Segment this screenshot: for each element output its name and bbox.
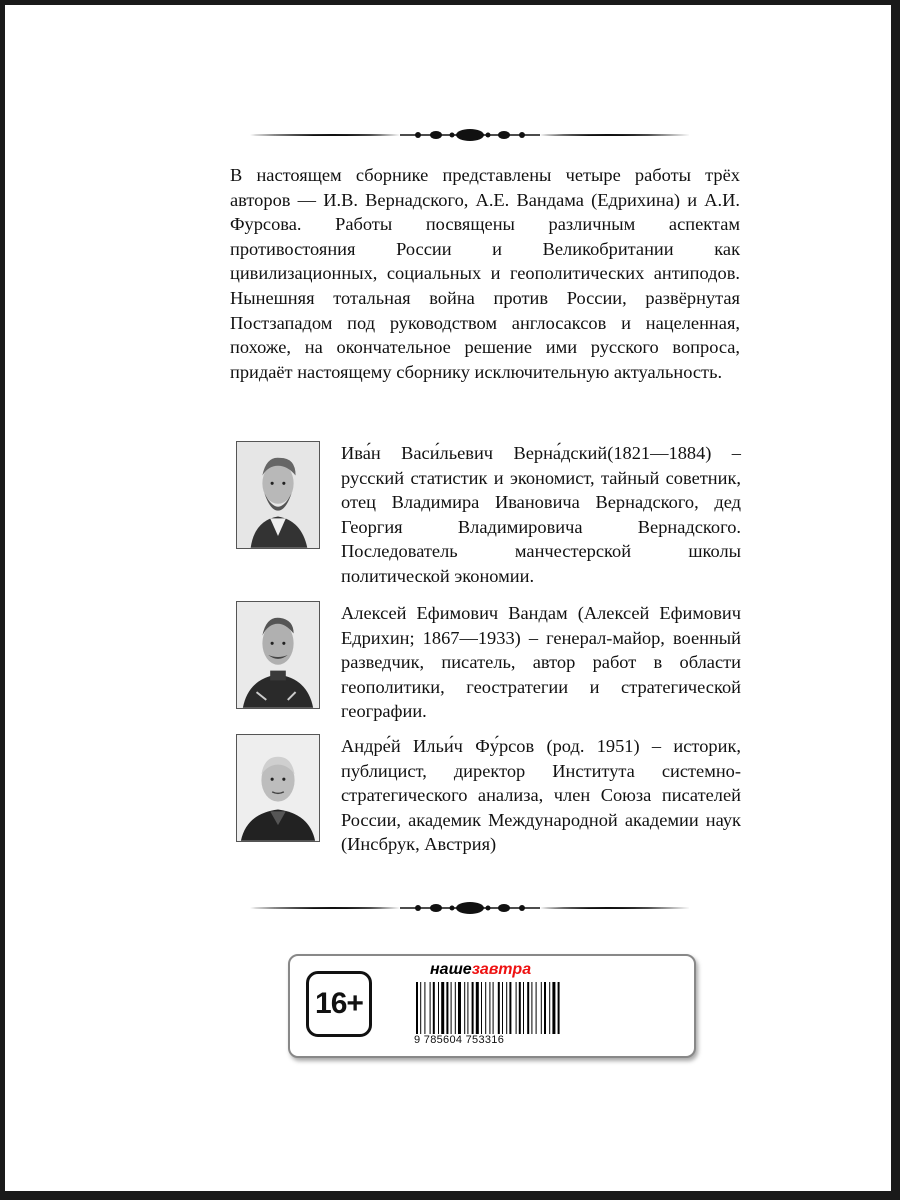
imprint-box — [288, 954, 696, 1058]
portrait-fursov — [236, 734, 320, 842]
author-vernadsky — [236, 441, 741, 589]
author-vandam — [236, 601, 741, 724]
ornament-top — [250, 125, 690, 145]
bio-text-vernadsky: Ива́н Васи́льевич Верна́дский(1821—1884) – русский статистик и экономист, тайный советник, отец Владимира Ивановича Вернадского, дед Георгия Владимировича Вернадского. Последователь манчестерской школы политической экономии. — [341, 443, 741, 586]
isbn-number: 9 785604 753316 — [414, 1034, 505, 1046]
barcode-icon — [414, 982, 562, 1034]
age-rating-badge: 16+ — [306, 971, 372, 1037]
ornament-bottom — [250, 898, 690, 918]
publisher-logo-part2: завтра — [471, 961, 532, 978]
portrait-vandam — [236, 601, 320, 709]
bio-text-vandam: Алексей Ефимович Вандам (Алексей Ефимович Едрихин; 1867—1933) – генерал-майор, военный разведчик, писатель, автор работ в области геополитики, геостратегии и стратегической географии. — [341, 603, 741, 722]
author-fursov — [236, 734, 741, 857]
portrait-vernadsky — [236, 441, 320, 549]
bio-text-fursov: Андре́й Ильи́ч Фу́рсов (род. 1951) – историк, публицист, директор Института системно-стратегического анализа, член Союза писателей России, академик Международной академии наук (Инсбрук, Австрия) — [341, 736, 741, 855]
publisher-logo — [430, 961, 531, 979]
intro-paragraph: В настоящем сборнике представлены четыре работы трёх авторов — И.В. Вернадского, А.Е. Вандама (Едрихина) и А.И. Фурсова. Работы посвящены различным аспектам противостояния России и Великобритании как цивилизационных, социальных и геополитических антиподов. Нынешняя тотальная война против России, развёрнутая Постзападом под руководством англосаксов и нацеленная, похоже, на окончательное решение ими русского вопроса, придаёт настоящему сборнику исключительную актуальность. — [230, 165, 740, 382]
publisher-logo-part1: наше — [430, 961, 472, 978]
